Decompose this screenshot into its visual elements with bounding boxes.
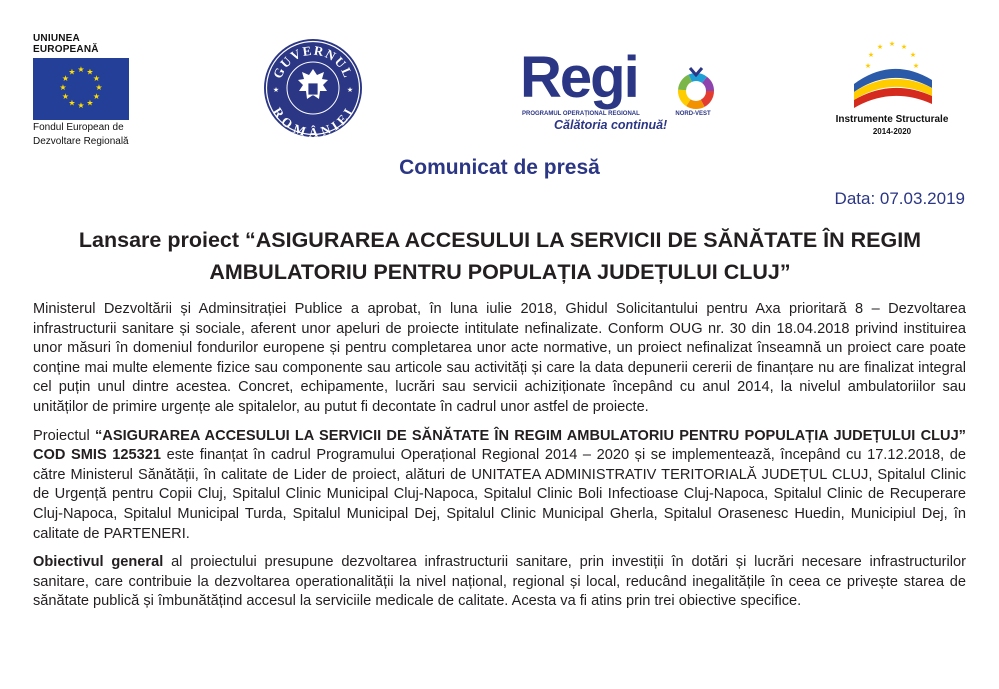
release-date: Data: 07.03.2019 [834,189,965,208]
eu-subtitle-line1: Fondul European de [33,122,124,133]
svg-text:★: ★ [867,51,875,59]
paragraph-project-rest: este finanțat în cadrul Programului Operațional Regional 2014 – 2020 și se implementează, începând cu 17.12.2018, de către Ministerul Sănătății, în calitate de Lider de proiect, alături de UNITATEA ADMINISTRATIV TERITORIALĂ JUDEȚUL CLUJ, Spitalul Clinic de Urgență pentru Copii Cluj, Spitalul Clinic Municipal Cluj-Napoca, Spitalul Clinic Boli Infectioase Cluj-Napoca, Spitalul Clinic de Recuperare Cluj-Napoca, Spitalul Municipal Turda, Spitalul Municipal Dej, Spitalul Clinic Municipal Gherla, Spitalul Orasenesc Huedin, Municipiul Dej, în calitate de PARTENERI. [33,447,966,542]
logo-bar [0,0,999,150]
svg-text:★: ★ [92,74,101,83]
svg-text:★: ★ [876,43,884,51]
regio-logo [520,45,725,140]
svg-text:★: ★ [864,62,872,70]
regio-ring-icon [674,66,718,110]
regio-wordmark: Regi [520,45,638,110]
paragraph-project-lead: Proiectul [33,427,95,444]
svg-text:★: ★ [77,101,85,110]
structural-instruments-icon [832,36,952,114]
eu-subtitle-line2: Dezvoltare Regională [33,136,129,147]
government-seal-icon [262,37,364,139]
regio-program-line [522,111,711,117]
paragraph-project [33,427,966,545]
svg-text:★: ★ [900,43,908,51]
svg-text:★: ★ [59,83,67,92]
government-seal [262,37,364,139]
document-body [33,300,966,621]
regio-slogan: Călătoria continuă! [554,118,668,132]
svg-text:★: ★ [912,62,920,70]
eu-flag-icon [33,58,129,120]
regio-program-name: PROGRAMUL OPERAȚIONAL REGIONAL [522,111,640,117]
structural-instruments-logo [832,36,952,142]
svg-text:★: ★ [92,92,101,101]
paragraph-intro: Ministerul Dezvoltării și Adminsitrației Publice a aprobat, în luna iulie 2018, Ghidul Solicitantului pentru Axa prioritară 8 – Dezvoltarea infrastructurii sanitare și sociale, aferent unor apeluri de proiecte intitulate nefinalizate. Conform OUG nr. 30 din 18.04.2018 privind instituirea unor măsuri în domeniul fondurilor europene și pentru completarea unor acte normative, un proiect nefinalizat înseamnă un proiect care poate conține mai multe elemente fizice sau componente sau articole sau activități și care la data depunerii cererii de finanțare nu are finalizat integral cel puțin unul dintre acestea. Concret, echipamente, lucrări sau servicii achiziționate începând cu anul 2014, la nivelul ambulatoriilor sau unităților de primire urgențe ale spitalelor, au putut fi decontate în cadrul unor astfel de proiecte. [33,301,966,415]
structural-instruments-title: Instrumente Structurale [835,114,949,125]
government-top-text: GUVERNUL [269,42,357,81]
svg-text:★: ★ [77,65,85,74]
project-name: “ASIGURAREA ACCESULUI LA SERVICII DE SĂNĂTATE ÎN REGIM AMBULATORIU PENTRU POPULAȚIA JUDEȚULUI CLUJ” COD SMIS 125321 [33,427,966,464]
paragraph-objective [33,553,966,612]
press-release-heading: Comunicat de presă [399,156,600,179]
svg-text:★: ★ [68,67,76,77]
svg-text:★: ★ [61,74,70,83]
svg-text:★: ★ [909,51,917,59]
government-bottom-text: ROMÂNIEI [269,104,357,139]
document-title: Lansare proiect “ASIGURAREA ACCESULUI LA SERVICII DE SĂNĂTATE ÎN REGIM AMBULATORIU PENTRU POPULAȚIA JUDEȚULUI CLUJ” [78,228,922,284]
general-objective-label: Obiectivul general [33,554,164,571]
structural-instruments-years: 2014-2020 [872,127,912,136]
regio-region: NORD-VEST [675,111,711,117]
svg-text:★: ★ [95,83,103,92]
svg-text:★: ★ [68,98,76,108]
svg-text:★: ★ [888,40,896,48]
svg-text:★: ★ [61,92,70,101]
svg-text:★: ★ [86,98,94,108]
svg-text:★: ★ [272,86,280,94]
eu-title: UNIUNEA EUROPEANĂ [33,33,99,55]
svg-text:★: ★ [346,86,354,94]
paragraph-objective-rest: al proiectului presupune dezvoltarea infrastructurii sanitare, prin investiții în dotări și lucrări necesare infrastructurilor sanitare, care contribuie la dezvoltarea operationalității la nivel național, regional și local, reducând inegalitățile în ceea ce privește starea de sănătate publică și îmbunătățind accesul la serviciile medicale de calitate. Acesta va fi atins prin trei obiective specifice. [33,554,966,610]
eu-logo [33,33,143,148]
svg-text:★: ★ [86,67,94,77]
